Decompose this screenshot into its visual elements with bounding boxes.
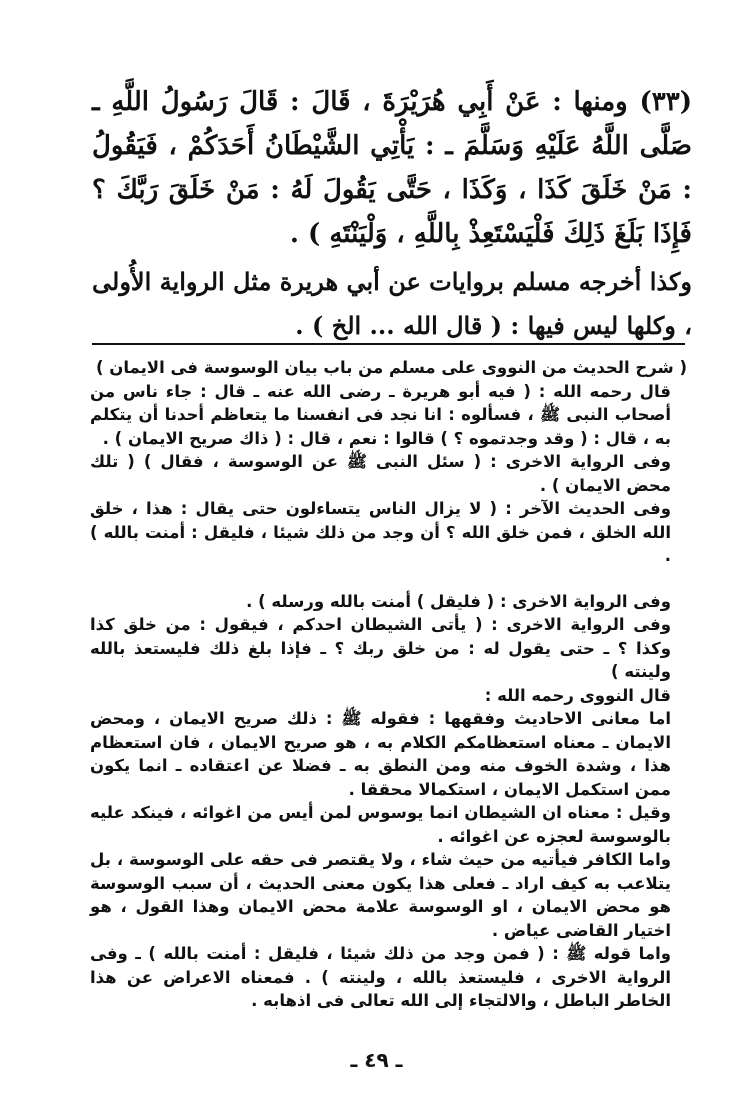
hadith-note: وكذا أخرجه مسلم بروايات عن أبي هريرة مثل الرواية الأُولى ، وكلها ليس فيها : ( قال الله ... الخ ) . (92, 267, 692, 340)
hadith-text: (٣٣) ومنها : عَنْ أَبِي هُرَيْرَةَ ، قَالَ : قَالَ رَسُولُ اللَّهِ ـ صَلَّى اللَّهُ عَلَيْهِ وَسَلَّمَ ـ : يَأْتِي الشَّيْطَانُ أَحَدَكُمْ ، فَيَقُولُ : مَنْ خَلَقَ كَذَا ، وَكَذَا ، حَتَّى يَقُولَ لَهُ : مَنْ خَلَقَ رَبَّكَ ؟ فَإِذَا بَلَغَ ذَلِكَ فَلْيَسْتَعِذْ بِاللَّهِ ، وَلْيَنْتَهِ ) . (92, 87, 692, 249)
commentary-paragraph: وفى الرواية الاخرى : ( سئل النبى ﷺ عن الوسوسة ، فقال ) ( تلك محض الايمان ) . (90, 452, 671, 495)
page-number: ـ ٤٩ ـ (350, 1048, 403, 1072)
commentary-paragraph: وفى الرواية الاخرى : ( يأتى الشيطان احدكم ، فيقول : من خلق كذا وكذا ؟ ـ حتى يقول له : من خلق ربك ؟ ـ فإذا بلغ ذلك فليستعذ بالله ولينته ) (90, 615, 671, 681)
commentary-paragraph: وقيل : معناه ان الشيطان انما يوسوس لمن أيس من اغوائه ، فينكد عليه بالوسوسة لعجزه عن اغوائه . (90, 803, 671, 846)
commentary-paragraph: واما قوله ﷺ : ( فمن وجد من ذلك شيئا ، فليقل : أمنت بالله ) ـ وفى الرواية الاخرى ، فليستعذ بالله ، ولينته ) . فمعناه الاعراض عن هذا الخاطر الباطل ، والالتجاء إلى الله تعالى فى اذهابه . (90, 944, 671, 1010)
commentary-paragraph: وفى الرواية الاخرى : ( فليقل ) أمنت بالله ورسله ) . (246, 591, 671, 611)
commentary-paragraph: قال رحمه الله : ( فيه أبو هريرة ـ رضى الله عنه ـ قال : جاء ناس من أصحاب النبى ﷺ ، فسألوه : انا نجد فى انفسنا ما يتعاظم أحدنا أن يتكلم به ، قال : ( وقد وجدتموه ؟ ) قالوا : نعم ، قال : ( ذاك صريح الايمان ) . (90, 381, 671, 448)
hadith-section (92, 80, 692, 348)
commentary-section (90, 356, 693, 1013)
section-divider (92, 343, 685, 345)
commentary-heading: ( شرح الحديث من النووى على مسلم من باب بيان الوسوسة فى الايمان ) (95, 358, 688, 377)
commentary-paragraph: وفى الحديث الآخر : ( لا يزال الناس يتساءلون حتى يقال : هذا ، خلق الله الخلق ، فمن خلق الله ؟ أن وجد من ذلك شيئا ، فليقل : أمنت بالله ) . (90, 499, 671, 565)
commentary-subheading: قال النووى رحمه الله : (484, 685, 671, 705)
commentary-paragraph: اما معانى الاحاديث وفقهها : فقوله ﷺ : ذلك صريح الايمان ، ومحض الايمان ـ معناه استعظامكم الكلام به ، هو صريح الايمان ، فان استعظام هذا ، وشدة الخوف منه ومن النطق به ـ فضلا عن اعتقاده ـ انما يكون ممن استكمل الايمان ، استكمالا محققا . (90, 709, 671, 799)
commentary-paragraph: واما الكافر فيأتيه من حيث شاء ، ولا يقتصر فى حقه على الوسوسة ، بل يتلاعب به كيف اراد ـ فعلى هذا يكون معنى الحديث ، أن سبب الوسوسة هو محض الايمان ، او الوسوسة علامة محض الايمان وهذا القول ، هو اختيار القاضى عياض . (90, 850, 671, 940)
